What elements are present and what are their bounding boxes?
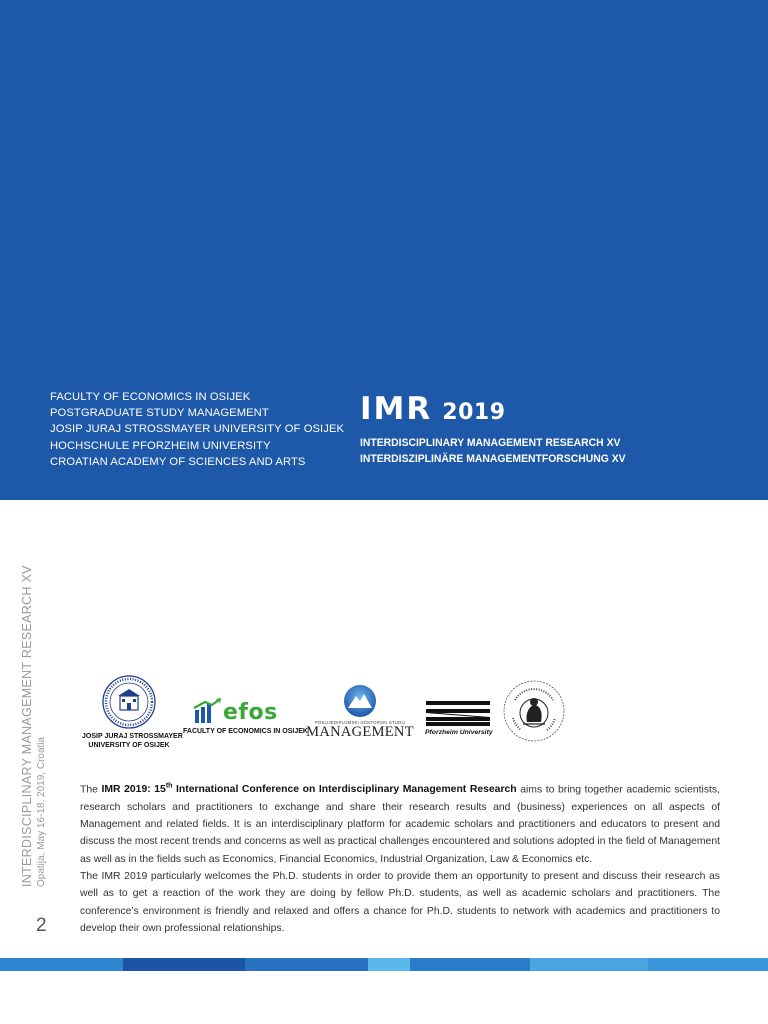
institution-item: CROATIAN ACADEMY OF SCIENCES AND ARTS bbox=[50, 455, 306, 468]
university-seal-icon bbox=[101, 674, 157, 730]
running-title: INTERDISCIPLINARY MANAGEMENT RESEARCH XV bbox=[20, 565, 34, 887]
p1-bold-part2: International Conference on Interdisciplinary Management Research bbox=[172, 784, 517, 796]
academy-seal-icon bbox=[501, 678, 567, 744]
p1-superscript: th bbox=[165, 783, 173, 790]
stripe-segment bbox=[530, 958, 648, 971]
stripe-segment bbox=[368, 958, 410, 971]
conference-subtitles bbox=[360, 436, 626, 467]
subtitle-english: INTERDISCIPLINARY MANAGEMENT RESEARCH XV bbox=[360, 437, 621, 449]
p1-rest: aims to bring together academic scientists, research scholars and practitioners to exchange and share their research results and (business) experiences on all aspects of Management and related fields. It is an interdisciplinary platform for academic scholars and practitioners and educators to present and discuss the most recent trends and concerns as well as practical challenges encountered and solutions adopted in the field of Management as well as in the fields such as Economics, Financial Economics, Industrial Organization, Law & Economics etc. bbox=[80, 784, 721, 865]
pforzheim-label: Pforzheim University bbox=[425, 729, 493, 736]
institution-item: JOSIP JURAJ STROSSMAYER UNIVERSITY OF OSIJEK bbox=[50, 423, 345, 436]
page-number: 2 bbox=[36, 915, 47, 936]
pforzheim-logo bbox=[425, 700, 495, 737]
unios-line2: UNIVERSITY OF OSIJEK bbox=[88, 742, 170, 749]
mountain-emblem-icon bbox=[343, 684, 377, 718]
institution-item: HOCHSCHULE PFORZHEIM UNIVERSITY bbox=[50, 439, 271, 452]
running-subtitle: Opatija, May 16-18, 2019, Croatia bbox=[36, 736, 47, 887]
institution-item: FACULTY OF ECONOMICS IN OSIJEK bbox=[50, 391, 251, 403]
efos-chart-icon bbox=[193, 698, 223, 724]
p1-the: The bbox=[80, 784, 98, 796]
subtitle-german: INTERDISZIPLINÄRE MANAGEMENTFORSCHUNG XV bbox=[360, 452, 626, 465]
efos-brand: efos bbox=[223, 700, 278, 725]
stripe-segment bbox=[123, 958, 245, 971]
stripe-segment bbox=[0, 958, 123, 971]
conference-description bbox=[80, 778, 720, 937]
management-small-text: POSLIJEDIPLOMSKI DOKTORSKI STUDIJ bbox=[314, 720, 406, 725]
description-paragraph-1 bbox=[80, 778, 720, 868]
footer-color-stripe bbox=[0, 958, 768, 971]
institution-item: POSTGRADUATE STUDY MANAGEMENT bbox=[50, 407, 269, 420]
conference-title-main: IMR bbox=[360, 391, 433, 427]
institution-list bbox=[50, 389, 344, 470]
conference-title-year: 2019 bbox=[442, 400, 506, 425]
unios-logo bbox=[82, 674, 183, 750]
efos-logo bbox=[183, 698, 308, 736]
stripe-segment bbox=[648, 958, 768, 971]
cover-banner bbox=[0, 0, 768, 500]
stripe-segment bbox=[245, 958, 368, 971]
management-logo bbox=[306, 684, 414, 740]
efos-label: FACULTY OF ECONOMICS IN OSIJEK bbox=[183, 728, 308, 735]
stripe-segment bbox=[410, 958, 530, 971]
partner-logos bbox=[0, 660, 768, 755]
conference-title bbox=[360, 391, 506, 427]
p1-bold-part1: IMR 2019: 15 bbox=[101, 784, 166, 796]
p1-bold-title bbox=[101, 784, 516, 795]
hazu-logo bbox=[501, 678, 569, 749]
management-brand: MANAGEMENT bbox=[306, 724, 414, 740]
unios-line1: JOSIP JURAJ STROSSMAYER bbox=[82, 733, 183, 740]
pforzheim-zigzag-icon bbox=[425, 700, 491, 726]
description-paragraph-2: The IMR 2019 particularly welcomes the Ph.D. students in order to provide them an opportunity to present and discuss their research as well as to get a reaction of the work they are doing by fellow Ph.D. students, as well as academic scholars and practitioners. The conference’s environment is friendly and relaxed and offers a chance for Ph.D. students to network with academics and practitioners to develop their own professional relationships. bbox=[80, 870, 720, 934]
